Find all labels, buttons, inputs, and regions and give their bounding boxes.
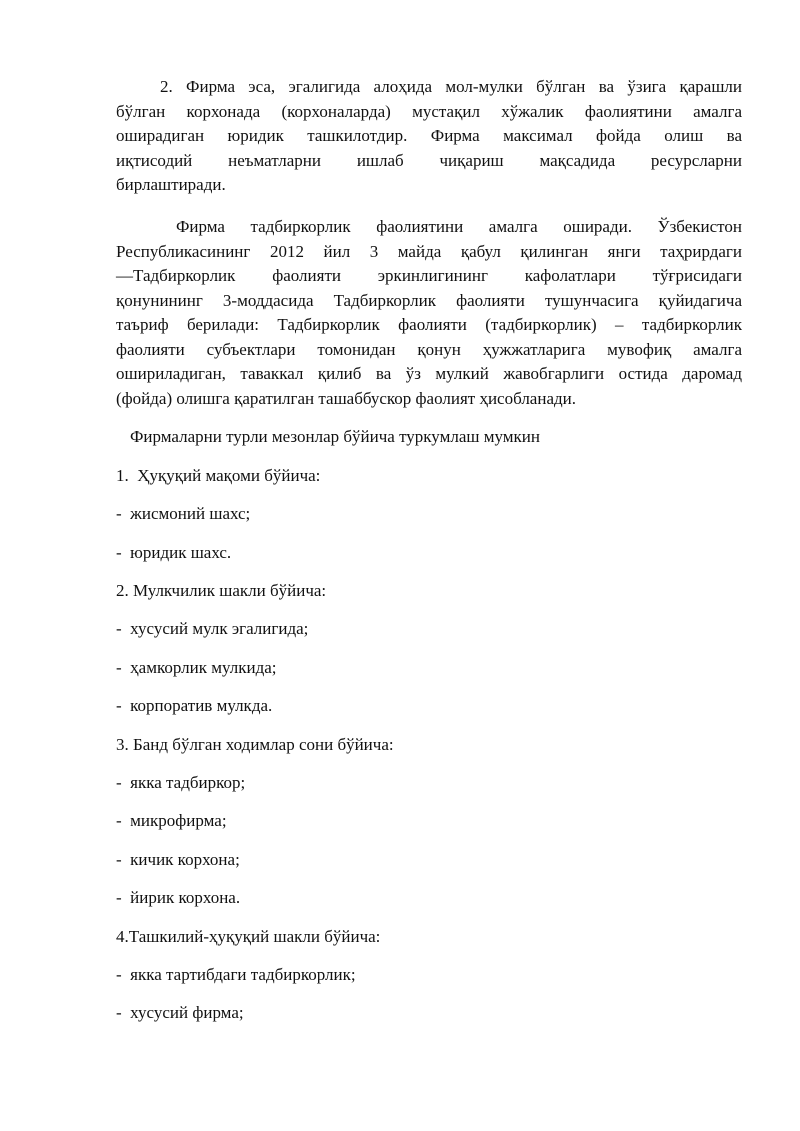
list-item: - хусусий фирма; xyxy=(116,1003,244,1022)
paragraph-line: (фойда) олишга қаратилган ташаббускор фаолият ҳисобланади. xyxy=(116,388,576,408)
list-item: - ҳамкорлик мулкида; xyxy=(116,658,277,677)
paragraph-line: оширадиган юридик ташкилотдир. Фирма максимал фойда олиш ва xyxy=(116,126,742,145)
list-heading-ownership: 2. Мулкчилик шакли бўйича: xyxy=(116,581,327,600)
paragraph-line: қонунининг 3-моддасида Тадбиркорлик фаолияти тушунчасига қуйидагича xyxy=(116,290,742,310)
classification-heading: Фирмаларни турли мезонлар бўйича туркумлаш мумкин xyxy=(130,427,540,446)
list-heading-employees: 3. Банд бўлган ходимлар сони бўйича: xyxy=(116,735,394,754)
paragraph-line: таъриф берилади: Тадбиркорлик фаолияти (тадбиркорлик) – тадбиркорлик xyxy=(116,315,742,334)
list-item: - йирик корхона. xyxy=(116,888,241,907)
list-heading-legal-status: 1. Ҳуқуқий мақоми бўйича: xyxy=(116,466,321,485)
paragraph-line: ―Тадбиркорлик фаолияти эркинлигининг кафолатлари тўғрисидаги xyxy=(116,266,742,285)
paragraph-line: Республикасининг 2012 йил 3 майда қабул қилинган янги таҳрирдаги xyxy=(116,241,742,261)
paragraph-line: ошириладиган, таваккал қилиб ва ўз мулкий жавобгарлиги остида даромад xyxy=(116,364,742,383)
list-item: - корпоратив мулкда. xyxy=(116,696,273,715)
paragraph-line: Фирма тадбиркорлик фаолиятини амалга оширади. Ўзбекистон xyxy=(176,217,742,236)
list-item: - кичик корхона; xyxy=(116,850,240,869)
paragraph-line: иқтисодий неъматларни ишлаб чиқариш мақсадида ресурсларни xyxy=(116,150,742,170)
paragraph-line: бирлаштиради. xyxy=(116,175,226,194)
paragraph-line: фаолияти субъектлари томонидан қонун ҳужжатларига мувофиқ амалга xyxy=(116,339,742,359)
list-item: - жисмоний шахс; xyxy=(116,504,251,523)
list-item: - хусусий мулк эгалигида; xyxy=(116,619,309,638)
paragraph-firm-definition xyxy=(116,75,742,198)
list-item: - якка тартибдаги тадбиркорлик; xyxy=(116,965,356,984)
list-item: - юридик шахс. xyxy=(116,543,232,562)
paragraph-entrepreneurship xyxy=(116,215,742,411)
paragraph-line: 2. Фирма эса, эгалигида алоҳида мол-мулки бўлган ва ўзига қарашли xyxy=(160,77,742,96)
list-item: - микрофирма; xyxy=(116,811,227,830)
list-heading-org-legal-form: 4.Ташкилий-ҳуқуқий шакли бўйича: xyxy=(116,927,381,946)
list-item: - якка тадбиркор; xyxy=(116,773,246,792)
paragraph-line: бўлган корхонада (корхоналарда) мустақил хўжалик фаолиятини амалга xyxy=(116,101,742,121)
